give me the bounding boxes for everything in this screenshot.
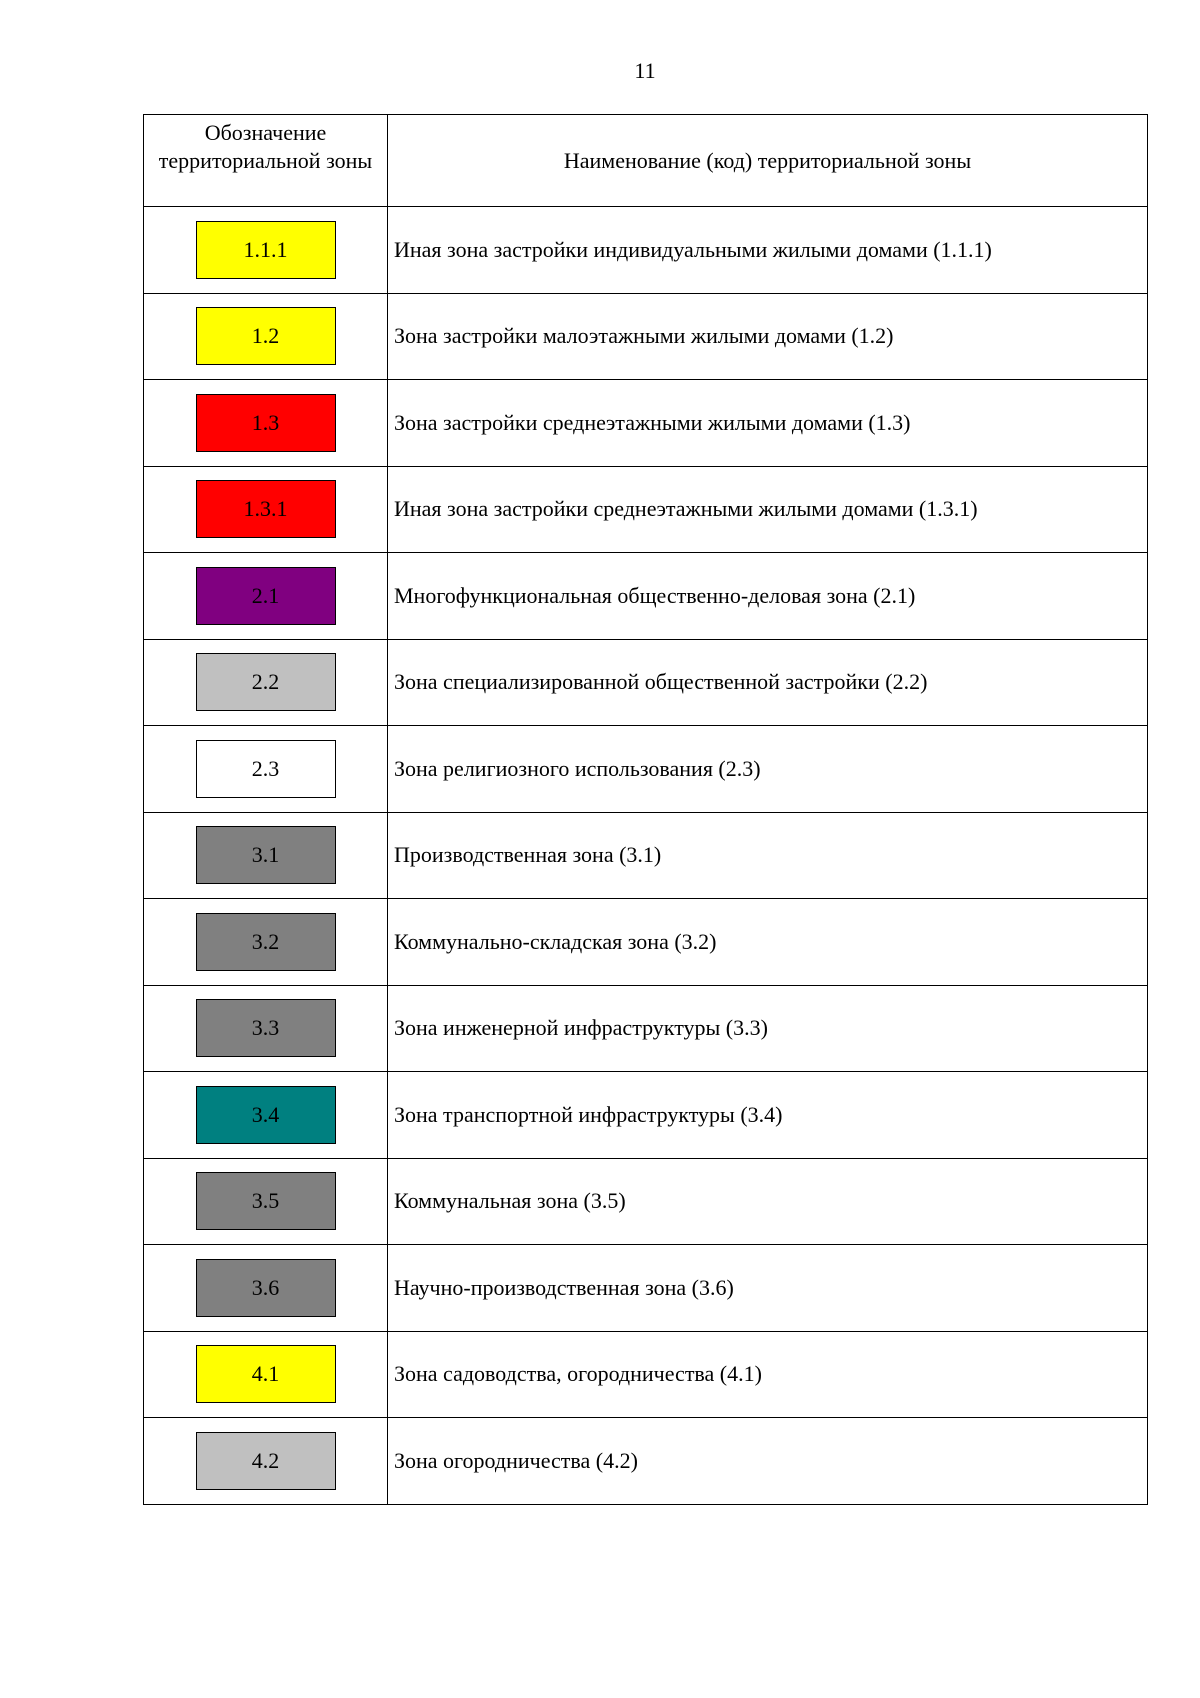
table-header-row	[144, 115, 1148, 207]
table-row	[144, 1245, 1148, 1332]
zone-swatch: 3.3	[196, 999, 336, 1057]
zones-table	[143, 114, 1148, 1505]
table-row	[144, 1158, 1148, 1245]
table-row	[144, 380, 1148, 467]
page-number: 11	[634, 58, 656, 83]
zone-swatch: 2.2	[196, 653, 336, 711]
table-row	[144, 812, 1148, 899]
swatch-cell	[144, 899, 388, 986]
zone-swatch: 4.2	[196, 1432, 336, 1490]
swatch-cell	[144, 639, 388, 726]
swatch-cell	[144, 812, 388, 899]
table-row	[144, 1072, 1148, 1159]
zone-name: Многофункциональная общественно-деловая зона (2.1)	[388, 553, 1148, 640]
zone-name: Зона садоводства, огородничества (4.1)	[388, 1331, 1148, 1418]
swatch-cell	[144, 1245, 388, 1332]
table-row	[144, 1331, 1148, 1418]
zone-swatch: 3.2	[196, 913, 336, 971]
swatch-cell	[144, 553, 388, 640]
zone-swatch: 2.1	[196, 567, 336, 625]
table-row	[144, 293, 1148, 380]
table-row	[144, 899, 1148, 986]
zone-swatch: 3.5	[196, 1172, 336, 1230]
swatch-cell	[144, 1158, 388, 1245]
zone-name: Зона религиозного использования (2.3)	[388, 726, 1148, 813]
swatch-cell	[144, 466, 388, 553]
table-row	[144, 207, 1148, 294]
zone-swatch: 1.3	[196, 394, 336, 452]
zone-name: Производственная зона (3.1)	[388, 812, 1148, 899]
swatch-cell	[144, 1072, 388, 1159]
zone-name: Зона специализированной общественной застройки (2.2)	[388, 639, 1148, 726]
zone-swatch: 3.1	[196, 826, 336, 884]
zone-name: Иная зона застройки индивидуальными жилыми домами (1.1.1)	[388, 207, 1148, 294]
zone-swatch: 1.2	[196, 307, 336, 365]
zone-name: Коммунально-складская зона (3.2)	[388, 899, 1148, 986]
swatch-cell	[144, 1418, 388, 1505]
zone-name: Зона застройки малоэтажными жилыми домами (1.2)	[388, 293, 1148, 380]
zone-swatch: 4.1	[196, 1345, 336, 1403]
table-row	[144, 985, 1148, 1072]
zone-name: Коммунальная зона (3.5)	[388, 1158, 1148, 1245]
zone-name: Зона инженерной инфраструктуры (3.3)	[388, 985, 1148, 1072]
zone-name: Зона транспортной инфраструктуры (3.4)	[388, 1072, 1148, 1159]
zone-swatch: 3.6	[196, 1259, 336, 1317]
zone-name: Зона застройки среднеэтажными жилыми домами (1.3)	[388, 380, 1148, 467]
header-designation: Обозначение территориальной зоны	[144, 115, 388, 207]
zone-name: Научно-производственная зона (3.6)	[388, 1245, 1148, 1332]
table-row	[144, 726, 1148, 813]
table-row	[144, 1418, 1148, 1505]
zone-name: Зона огородничества (4.2)	[388, 1418, 1148, 1505]
table-row	[144, 553, 1148, 640]
header-zone-name: Наименование (код) территориальной зоны	[388, 115, 1148, 207]
swatch-cell	[144, 1331, 388, 1418]
swatch-cell	[144, 293, 388, 380]
table-row	[144, 466, 1148, 553]
swatch-cell	[144, 985, 388, 1072]
swatch-cell	[144, 726, 388, 813]
zone-swatch: 3.4	[196, 1086, 336, 1144]
table-row	[144, 639, 1148, 726]
zone-swatch: 2.3	[196, 740, 336, 798]
swatch-cell	[144, 207, 388, 294]
zone-swatch: 1.1.1	[196, 221, 336, 279]
zone-swatch: 1.3.1	[196, 480, 336, 538]
zone-name: Иная зона застройки среднеэтажными жилыми домами (1.3.1)	[388, 466, 1148, 553]
swatch-cell	[144, 380, 388, 467]
